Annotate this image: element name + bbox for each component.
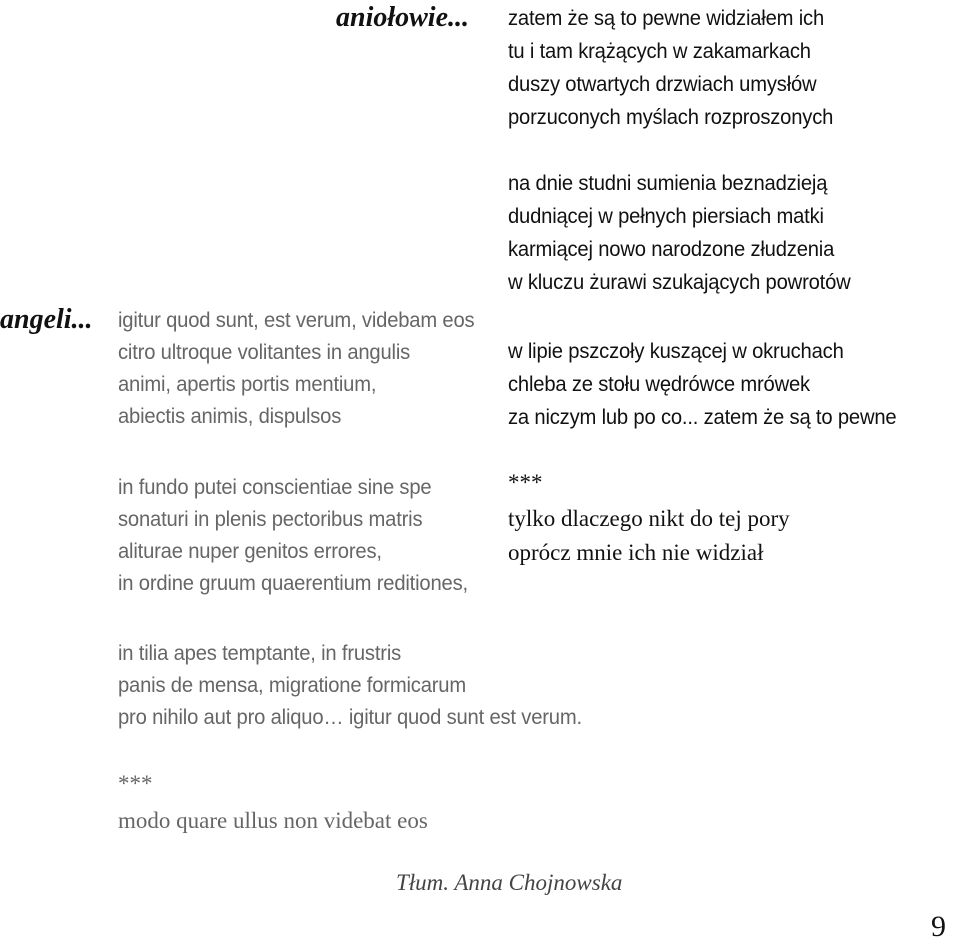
polish-separator: *** xyxy=(508,470,543,495)
latin-stanza-1 xyxy=(118,304,474,432)
poem-line: citro ultroque volitantes in angulis xyxy=(118,340,411,364)
polish-stanza-3 xyxy=(508,335,896,434)
latin-stanza-4 xyxy=(118,804,428,837)
poem-line: duszy otwartych drzwiach umysłów xyxy=(508,72,817,96)
polish-poem-title: aniołowie... xyxy=(336,2,470,33)
poem-line: porzuconych myślach rozproszonych xyxy=(508,105,834,129)
latin-poem-title: angeli... xyxy=(0,304,93,335)
poem-line: chleba ze stołu wędrówce mrówek xyxy=(508,372,810,396)
poem-line: pro nihilo aut pro aliquo… igitur quod sunt est verum. xyxy=(118,705,582,729)
poem-line: tylko dlaczego nikt do tej pory xyxy=(508,506,790,531)
translator-credit: Tłum. Anna Chojnowska xyxy=(396,870,623,895)
poem-line: tu i tam krążących w zakamarkach xyxy=(508,39,811,63)
poem-line: za niczym lub po co... zatem że są to pewne xyxy=(508,405,897,429)
polish-stanza-4 xyxy=(508,502,790,570)
poem-line: in tilia apes temptante, in frustris xyxy=(118,641,402,665)
poem-line: aliturae nuper genitos errores, xyxy=(118,539,382,563)
latin-stanza-3 xyxy=(118,637,582,733)
poem-line: w kluczu żurawi szukających powrotów xyxy=(508,270,851,294)
polish-stanza-1 xyxy=(508,2,833,134)
poem-line: panis de mensa, migratione formicarum xyxy=(118,673,467,697)
latin-stanza-2 xyxy=(118,471,468,599)
poem-line: abiectis animis, dispulsos xyxy=(118,404,342,428)
poem-line: sonaturi in plenis pectoribus matris xyxy=(118,507,423,531)
poem-line: in fundo putei conscientiae sine spe xyxy=(118,475,432,499)
poem-line: in ordine gruum quaerentium reditiones, xyxy=(118,571,468,595)
poem-line: oprócz mnie ich nie widział xyxy=(508,540,764,565)
poem-line: igitur quod sunt, est verum, videbam eos xyxy=(118,308,475,332)
poem-line: karmiącej nowo narodzone złudzenia xyxy=(508,237,835,261)
page-number: 9 xyxy=(931,910,946,943)
poem-line: dudniącej w pełnych piersiach matki xyxy=(508,204,824,228)
latin-separator: *** xyxy=(118,771,153,796)
poem-line: w lipie pszczoły kuszącej w okruchach xyxy=(508,339,844,363)
polish-stanza-2 xyxy=(508,167,851,299)
poem-line: animi, apertis portis mentium, xyxy=(118,372,377,396)
poem-line: zatem że są to pewne widziałem ich xyxy=(508,6,825,30)
poem-line: na dnie studni sumienia beznadzieją xyxy=(508,171,828,195)
poem-line: modo quare ullus non videbat eos xyxy=(118,808,428,833)
